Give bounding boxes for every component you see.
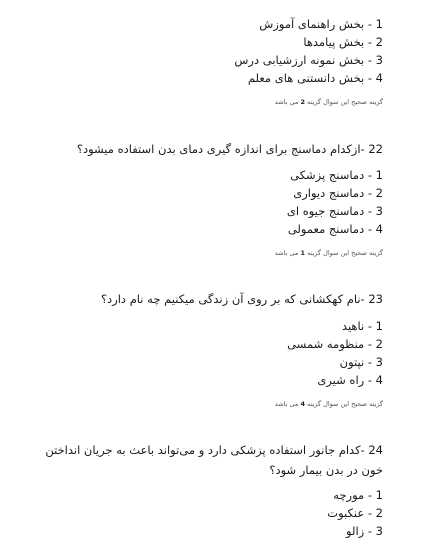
option-3: 3 - زالو [346, 524, 383, 538]
option-1: 1 - دماسنج پزشکی [290, 168, 383, 182]
answer-number: 2 [300, 98, 306, 106]
option-2: 2 - بخش پیامدها [303, 35, 383, 49]
option-2: 2 - منظومه شمسی [287, 337, 383, 351]
option-2: 2 - عنکبوت [327, 506, 383, 520]
question-text: 22 -ازکدام دماسنج برای اندازه گیری دمای بدن استفاده میشود؟ [76, 142, 383, 156]
option-2: 2 - دماسنج دیواری [293, 186, 383, 200]
option-3: 3 - دماسنج جیوه ای [286, 204, 383, 218]
answer-number: 4 [300, 400, 306, 408]
answer-number: 1 [300, 249, 306, 257]
answer-note: گزینه صحیح این سوال گزینه 2 می باشد [274, 98, 383, 106]
option-1: 1 - ناهید [341, 319, 383, 333]
option-3: 3 - بخش نمونه ارزشیابی درس [234, 53, 383, 67]
option-1: 1 - بخش راهنمای آموزش [259, 17, 383, 31]
option-1: 1 - مورچه [333, 488, 383, 502]
answer-note: گزینه صحیح این سوال گزینه 1 می باشد [274, 249, 383, 257]
answer-note: گزینه صحیح این سوال گزینه 4 می باشد [274, 400, 383, 408]
question-text: 24 -کدام جانور استفاده پزشکی دارد و می‌تواند باعث به جریان انداختن خون در بدن بیمار شود؟ [45, 443, 383, 477]
question-text: 23 -نام کهکشانی که بر روی آن زندگی میکنیم چه نام دارد؟ [100, 292, 383, 306]
option-4: 4 - راه شیری [317, 373, 383, 387]
option-3: 3 - نپتون [339, 355, 383, 369]
option-4: 4 - بخش دانستنی های معلم [247, 71, 383, 85]
option-4: 4 - دماسنج معمولی [287, 222, 383, 236]
